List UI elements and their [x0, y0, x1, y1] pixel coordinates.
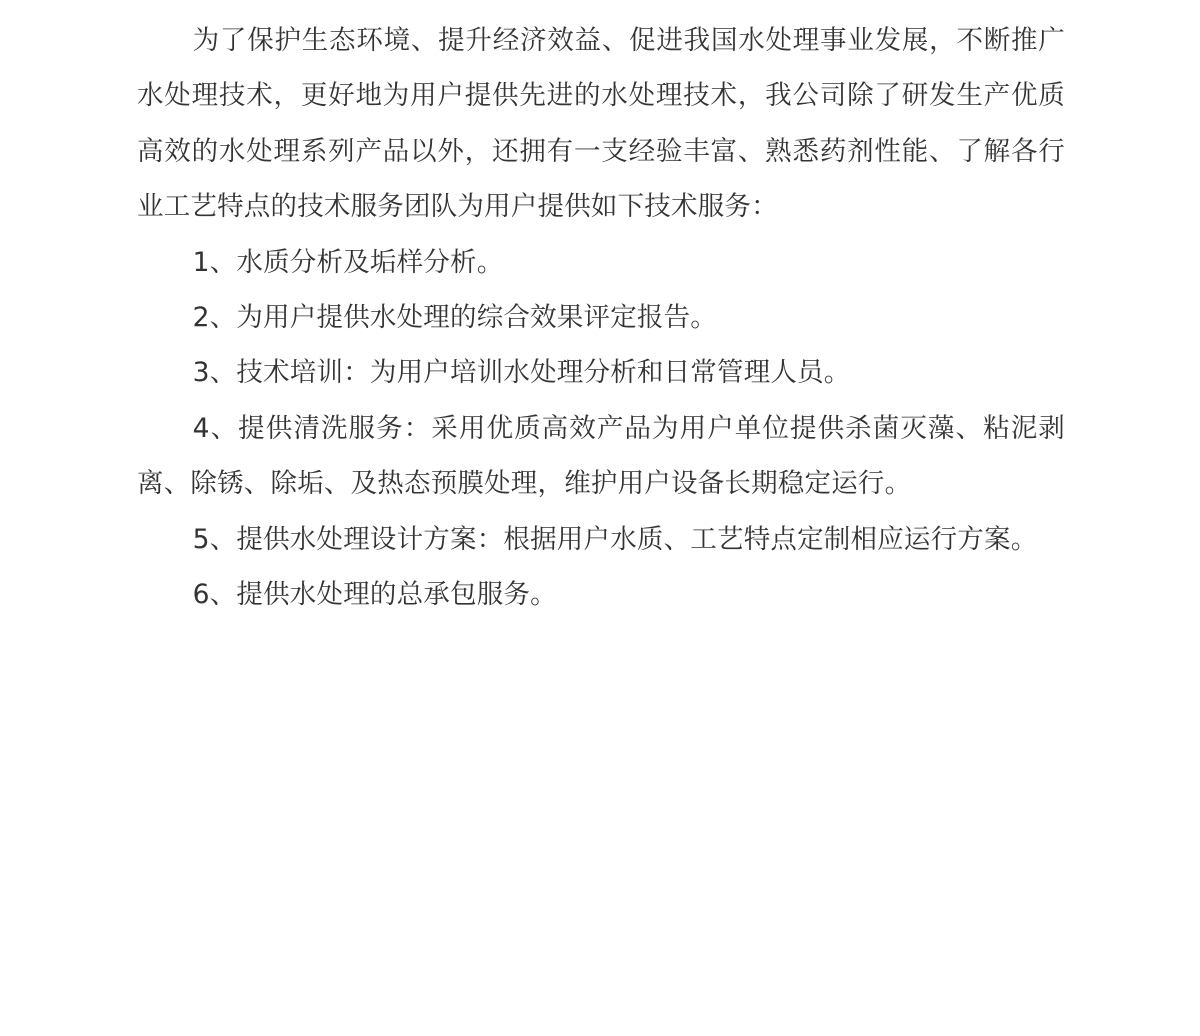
intro-paragraph: 为了保护生态环境、提升经济效益、促进我国水处理事业发展，不断推广水处理技术，更好地为用户提供先进的水处理技术，我公司除了研发生产优质高效的水处理系列产品以外，还拥有一支经验丰富、熟悉药剂性能、了解各行业工艺特点的技术服务团队为用户提供如下技术服务：	[137, 25, 1065, 223]
document-body	[137, 13, 1065, 622]
service-item-5: 5、提供水处理设计方案：根据用户水质、工艺特点定制相应运行方案。	[192, 523, 1038, 555]
service-item-2: 2、为用户提供水处理的综合效果评定报告。	[192, 302, 718, 334]
service-item-6: 6、提供水处理的总承包服务。	[192, 579, 557, 611]
service-item-1: 1、水质分析及垢样分析。	[192, 246, 504, 278]
service-item-4: 4、提供清洗服务：采用优质高效产品为用户单位提供杀菌灭藻、粘泥剥离、除锈、除垢、及热态预膜处理，维护用户设备长期稳定运行。	[137, 412, 1065, 500]
service-item-3: 3、技术培训：为用户培训水处理分析和日常管理人员。	[192, 357, 851, 389]
